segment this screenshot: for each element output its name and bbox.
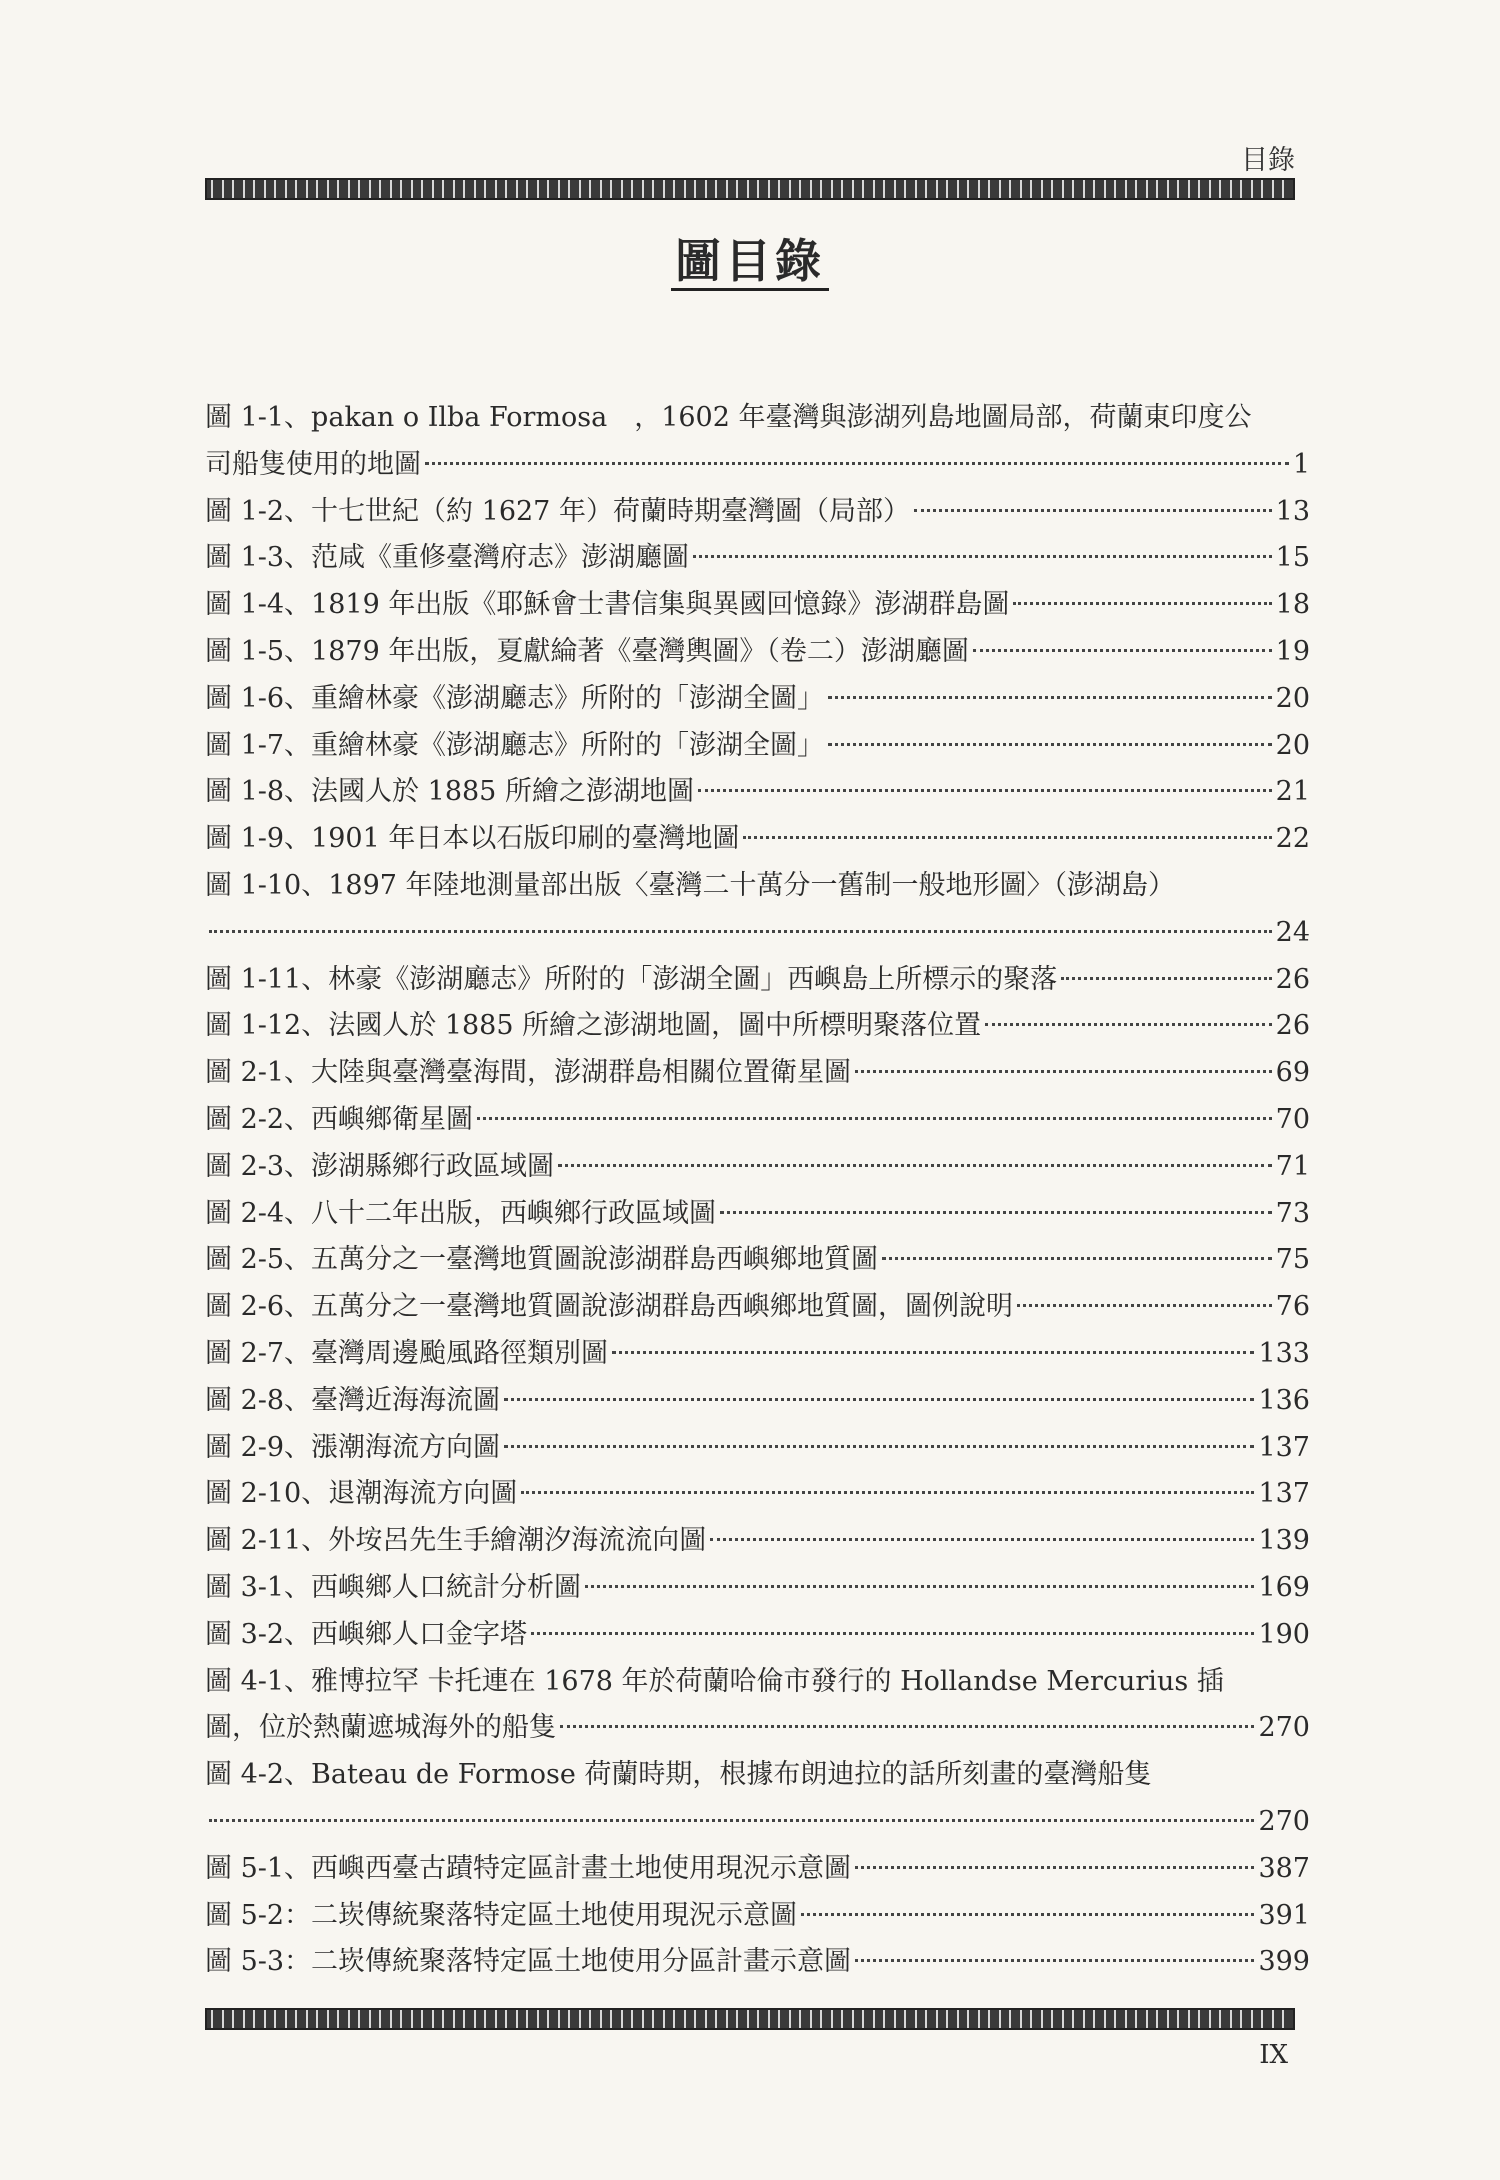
- entry-page: 76: [1275, 1291, 1310, 1323]
- entry-page: 139: [1258, 1525, 1310, 1557]
- entry-title: 圖 3-1、西嶼鄉人口統計分析圖: [205, 1571, 582, 1603]
- toc-entry[interactable]: [205, 1939, 1310, 1986]
- dot-leader: [504, 1398, 1254, 1401]
- entry-page: 169: [1258, 1571, 1310, 1603]
- dot-leader: [828, 696, 1272, 699]
- toc-entry[interactable]: [205, 957, 1310, 1004]
- toc-entry[interactable]: [205, 1425, 1310, 1472]
- entry-page: 24: [1275, 916, 1310, 948]
- toc-entry[interactable]: [205, 489, 1310, 536]
- dot-leader: [828, 743, 1272, 746]
- entry-title: 圖 1-10、1897 年陸地測量部出版〈臺灣二十萬分一舊制一般地形圖〉（澎湖島）: [205, 869, 1176, 901]
- dot-leader: [698, 789, 1272, 792]
- entry-title: 圖 2-10、退潮海流方向圖: [205, 1478, 518, 1510]
- toc-entry[interactable]: [205, 1846, 1310, 1893]
- dot-leader: [855, 1866, 1254, 1869]
- toc-entry[interactable]: [205, 1659, 1310, 1706]
- entry-title-continuation: 圖，位於熱蘭遮城海外的船隻: [205, 1712, 556, 1744]
- entry-page: 73: [1275, 1197, 1310, 1229]
- entry-page: 71: [1275, 1150, 1310, 1182]
- entry-page: 75: [1275, 1244, 1310, 1276]
- entry-page: 15: [1275, 542, 1310, 574]
- toc-entry[interactable]: [205, 863, 1310, 910]
- entry-title: 圖 2-5、五萬分之一臺灣地質圖說澎湖群島西嶼鄉地質圖: [205, 1244, 879, 1276]
- page-number: IX: [1259, 2040, 1288, 2070]
- entry-title: 圖 2-7、臺灣周邊颱風路徑類別圖: [205, 1337, 609, 1369]
- toc-entry[interactable]: [205, 816, 1310, 863]
- dot-leader: [1061, 977, 1271, 980]
- dot-leader: [612, 1351, 1254, 1354]
- dot-leader: [743, 836, 1271, 839]
- page-title-text: 圖目錄: [671, 234, 829, 291]
- toc-entry[interactable]: [205, 1612, 1310, 1659]
- toc-entry[interactable]: [205, 676, 1310, 723]
- toc-entry[interactable]: [205, 1518, 1310, 1565]
- entry-title: 圖 1-5、1879 年出版，夏獻綸著《臺灣輿圖》（卷二）澎湖廳圖: [205, 635, 969, 667]
- entry-title: 圖 2-2、西嶼鄉衛星圖: [205, 1103, 474, 1135]
- toc-entry[interactable]: [205, 769, 1310, 816]
- dot-leader: [855, 1959, 1254, 1962]
- dot-leader: [914, 509, 1272, 512]
- entry-page: 20: [1275, 682, 1310, 714]
- decorative-border-bottom: [205, 2008, 1295, 2030]
- entry-page: 391: [1258, 1899, 1310, 1931]
- dot-leader: [521, 1491, 1254, 1494]
- dot-leader: [209, 1819, 1254, 1822]
- toc-entry[interactable]: [205, 1565, 1310, 1612]
- entry-title: 圖 1-9、1901 年日本以石版印刷的臺灣地圖: [205, 823, 740, 855]
- entry-page: 190: [1258, 1618, 1310, 1650]
- entry-title: 圖 5-2：二崁傳統聚落特定區土地使用現況示意圖: [205, 1899, 798, 1931]
- dot-leader: [425, 462, 1289, 465]
- toc-entry[interactable]: [205, 1003, 1310, 1050]
- toc-entry[interactable]: [205, 1097, 1310, 1144]
- dot-leader: [504, 1445, 1254, 1448]
- dot-leader: [1013, 602, 1271, 605]
- toc-entry[interactable]: [205, 1284, 1310, 1331]
- dot-leader: [209, 930, 1272, 933]
- dot-leader: [985, 1023, 1272, 1026]
- toc-entry[interactable]: [205, 582, 1310, 629]
- entry-page: 19: [1275, 635, 1310, 667]
- dot-leader: [710, 1538, 1254, 1541]
- entry-title: 圖 5-3：二崁傳統聚落特定區土地使用分區計畫示意圖: [205, 1946, 852, 1978]
- entry-page: 387: [1258, 1852, 1310, 1884]
- toc-entry[interactable]: [205, 1471, 1310, 1518]
- toc-entry[interactable]: [205, 1752, 1310, 1799]
- dot-leader: [801, 1913, 1254, 1916]
- entry-title: 圖 1-4、1819 年出版《耶穌會士書信集與異國回憶錄》澎湖群島圖: [205, 589, 1010, 621]
- entry-page: 20: [1275, 729, 1310, 761]
- dot-leader: [1017, 1304, 1272, 1307]
- entry-title: 圖 1-7、重繪林豪《澎湖廳志》所附的「澎湖全圖」: [205, 729, 825, 761]
- entry-title: 圖 2-4、八十二年出版，西嶼鄉行政區域圖: [205, 1197, 717, 1229]
- entry-title: 圖 1-12、法國人於 1885 所繪之澎湖地圖，圖中所標明聚落位置: [205, 1010, 982, 1042]
- entry-page: 399: [1258, 1946, 1310, 1978]
- toc-entry[interactable]: [205, 1191, 1310, 1238]
- entry-title: 圖 4-2、Bateau de Formose 荷蘭時期，根據布朗迪拉的話所刻畫的臺灣船隻: [205, 1759, 1152, 1791]
- entry-title: 圖 1-11、林豪《澎湖廳志》所附的「澎湖全圖」西嶼島上所標示的聚落: [205, 963, 1058, 995]
- entry-page: 26: [1275, 1010, 1310, 1042]
- toc-entry[interactable]: [205, 1378, 1310, 1425]
- entry-page: 70: [1275, 1103, 1310, 1135]
- entry-title: 圖 4-1、雅博拉罕 卡托連在 1678 年於荷蘭哈倫市發行的 Hollandse Mercurius 插: [205, 1665, 1224, 1697]
- dot-leader: [973, 649, 1272, 652]
- dot-leader: [531, 1632, 1254, 1635]
- entry-title: 圖 1-3、范咸《重修臺灣府志》澎湖廳圖: [205, 542, 690, 574]
- toc-entry[interactable]: [205, 1144, 1310, 1191]
- dot-leader: [855, 1070, 1272, 1073]
- dot-leader: [560, 1725, 1254, 1728]
- entry-page: 13: [1275, 495, 1310, 527]
- toc-entry[interactable]: [205, 723, 1310, 770]
- toc-entry-continuation[interactable]: [205, 442, 1310, 489]
- entry-page: 133: [1258, 1337, 1310, 1369]
- entry-page: 137: [1258, 1478, 1310, 1510]
- entry-page: 136: [1258, 1384, 1310, 1416]
- entry-title: 圖 5-1、西嶼西臺古蹟特定區計畫土地使用現況示意圖: [205, 1852, 852, 1884]
- dot-leader: [720, 1211, 1272, 1214]
- toc-entry[interactable]: [205, 1050, 1310, 1097]
- entry-title: 圖 1-6、重繪林豪《澎湖廳志》所附的「澎湖全圖」: [205, 682, 825, 714]
- entry-title: 圖 2-11、外垵呂先生手繪潮汐海流流向圖: [205, 1525, 707, 1557]
- entry-title: 圖 1-8、法國人於 1885 所繪之澎湖地圖: [205, 776, 694, 808]
- entry-page: 26: [1275, 963, 1310, 995]
- entry-title: 圖 3-2、西嶼鄉人口金字塔: [205, 1618, 528, 1650]
- running-head: 目錄: [1241, 145, 1295, 176]
- toc-entry-continuation[interactable]: [205, 910, 1310, 957]
- dot-leader: [585, 1585, 1254, 1588]
- entry-title: 圖 2-1、大陸與臺灣臺海間，澎湖群島相關位置衛星圖: [205, 1057, 852, 1089]
- entry-title: 圖 2-9、漲潮海流方向圖: [205, 1431, 501, 1463]
- toc-entry-continuation[interactable]: [205, 1799, 1310, 1846]
- toc-entry[interactable]: [205, 1893, 1310, 1940]
- entry-page: 137: [1258, 1431, 1310, 1463]
- entry-page: 22: [1275, 823, 1310, 855]
- toc-entry[interactable]: [205, 395, 1310, 442]
- entry-page: 18: [1275, 589, 1310, 621]
- entry-page: 21: [1275, 776, 1310, 808]
- decorative-border-top: [205, 178, 1295, 200]
- dot-leader: [477, 1117, 1272, 1120]
- toc-entry[interactable]: [205, 1331, 1310, 1378]
- entry-page: 1: [1292, 448, 1310, 480]
- dot-leader: [882, 1257, 1272, 1260]
- entry-page: 69: [1275, 1057, 1310, 1089]
- toc-entry[interactable]: [205, 1237, 1310, 1284]
- entry-title: 圖 2-6、五萬分之一臺灣地質圖說澎湖群島西嶼鄉地質圖，圖例說明: [205, 1291, 1014, 1323]
- dot-leader: [558, 1164, 1272, 1167]
- entry-title: 圖 2-8、臺灣近海海流圖: [205, 1384, 501, 1416]
- entry-title: 圖 1-2、十七世紀（約 1627 年）荷蘭時期臺灣圖（局部）: [205, 495, 910, 527]
- page-title: [0, 225, 1500, 291]
- figure-list: [205, 395, 1310, 1986]
- entry-title: 圖 1-1、pakan o Ilba Formosa ，1602 年臺灣與澎湖列島地圖局部，荷蘭東印度公: [205, 402, 1252, 433]
- entry-title: 圖 2-3、澎湖縣鄉行政區域圖: [205, 1150, 555, 1182]
- dot-leader: [693, 555, 1272, 558]
- toc-entry-continuation[interactable]: [205, 1705, 1310, 1752]
- toc-entry[interactable]: [205, 535, 1310, 582]
- entry-page: 270: [1258, 1712, 1310, 1744]
- entry-title-continuation: 司船隻使用的地圖: [205, 448, 421, 480]
- entry-page: 270: [1258, 1805, 1310, 1837]
- toc-entry[interactable]: [205, 629, 1310, 676]
